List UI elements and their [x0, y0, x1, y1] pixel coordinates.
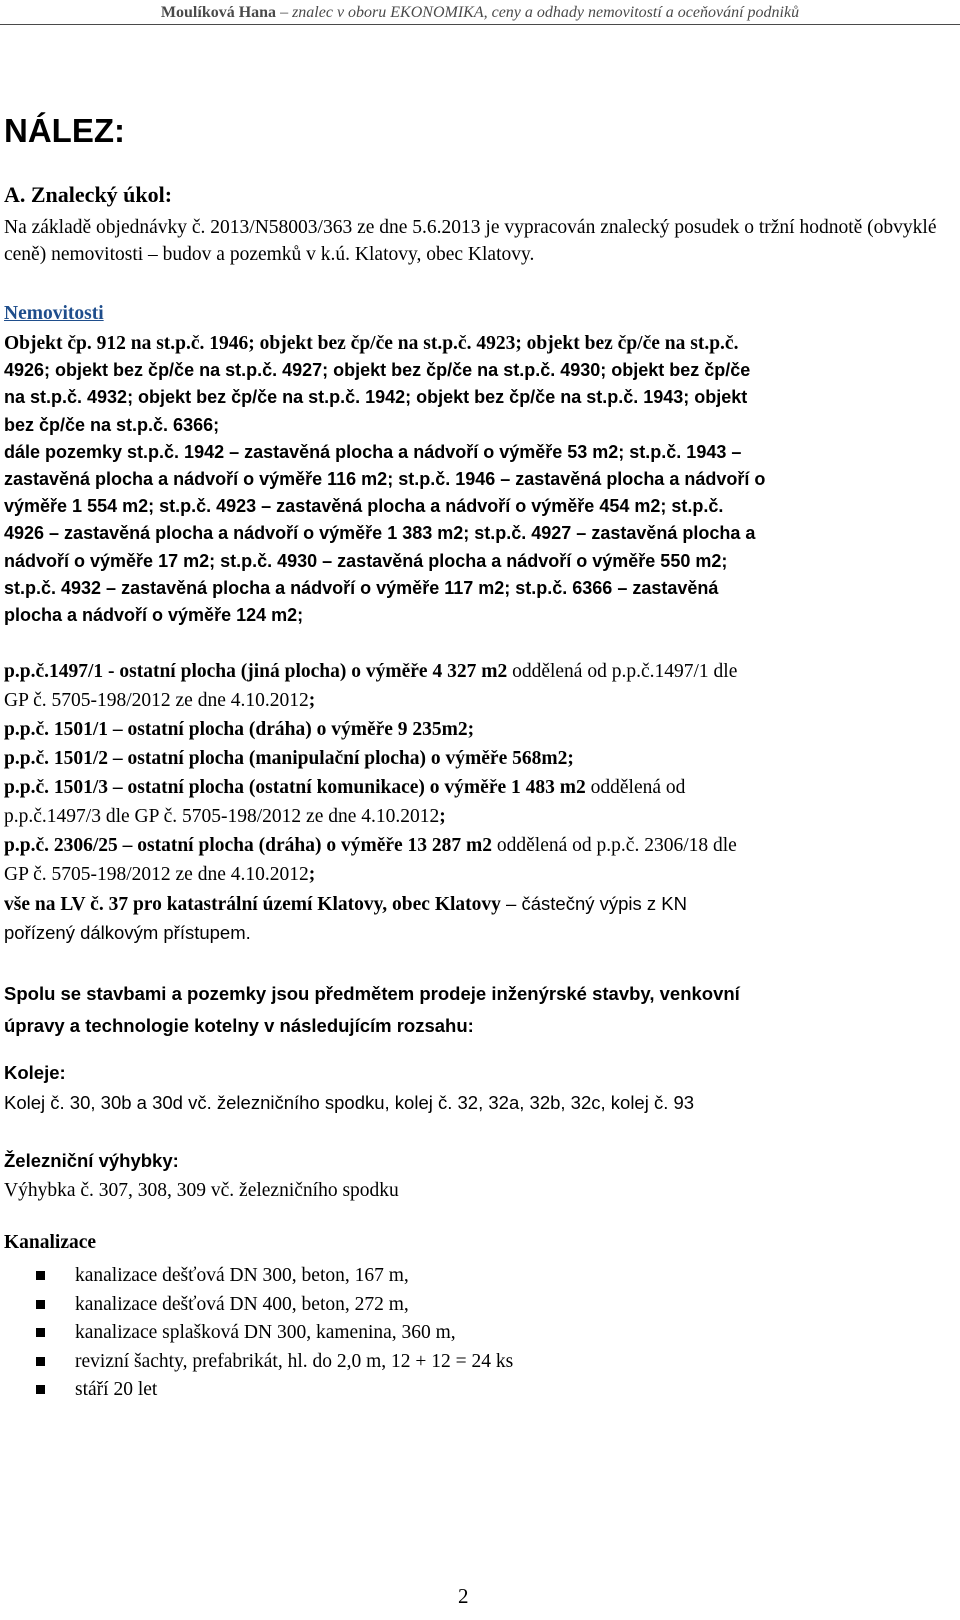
list-item [0, 1262, 513, 1291]
page-header [0, 4, 960, 25]
parcel-text: oddělená od p.p.č.1497/1 dle [507, 661, 738, 682]
kanalizace-list [0, 1262, 513, 1405]
parcel-text: GP č. 5705-198/2012 ze dne 4.10.2012 [4, 690, 309, 711]
parcel-line [4, 831, 956, 860]
parcel-text: GP č. 5705-198/2012 ze dne 4.10.2012 [4, 864, 309, 885]
vyhybky-section [4, 1146, 399, 1206]
parcel-text-bold: ; [439, 806, 446, 827]
spolu-line: úpravy a technologie kotelny v následujícím rozsahu: [4, 1015, 474, 1036]
parcel-line [4, 802, 956, 831]
list-item [0, 1376, 513, 1405]
property-line: bez čp/če na st.p.č. 6366; [4, 414, 220, 435]
parcel-text-bold: p.p.č. 1501/3 – ostatní plocha (ostatní komunikace) o výměře 1 483 m2 [4, 777, 586, 798]
list-item [0, 1291, 513, 1320]
bullet-icon [36, 1328, 45, 1337]
page-title: NÁLEZ: [4, 112, 125, 149]
parcel-text: oddělená od p.p.č. 2306/18 dle [492, 835, 737, 856]
kanalizace-heading: Kanalizace [4, 1232, 97, 1253]
vyhybky-text: Výhybka č. 307, 308, 309 vč. železničního spodku [4, 1180, 399, 1201]
list-item-text: revizní šachty, prefabrikát, hl. do 2,0 m, 12 + 12 = 24 ks [75, 1350, 514, 1372]
property-line: Objekt čp. 912 na st.p.č. 1946; objekt bez čp/če na st.p.č. 4923; objekt bez čp/če na st.p.č. [4, 333, 739, 354]
parcel-line [4, 744, 956, 773]
parcel-text-bold: p.p.č. 2306/25 – ostatní plocha (dráha) o výměře 13 287 m2 [4, 835, 493, 856]
parcel-text-bold: p.p.č. 1501/1 – ostatní plocha (dráha) o výměře 9 235m2; [4, 719, 475, 740]
spolu-line: Spolu se stavbami a pozemky jsou předmětem prodeje inženýrské stavby, venkovní [4, 983, 740, 1004]
list-item [0, 1319, 513, 1348]
section-a-text: Na základě objednávky č. 2013/N58003/363 ze dne 5.6.2013 je vypracován znalecký posudek o tržní hodnotě (obvyklé ceně) nemovitosti – budov a pozemků v k.ú. Klatovy, obec Klatovy. [4, 217, 937, 265]
bullet-icon [36, 1300, 45, 1309]
property-line: zastavěná plocha a nádvoří o výměře 116 m2; st.p.č. 1946 – zastavěná plocha a nádvoří o [4, 468, 766, 489]
parcel-line [4, 918, 956, 947]
parcel-line [4, 889, 956, 918]
bullet-icon [36, 1357, 45, 1366]
page-number: 2 [458, 1584, 469, 1608]
parcel-line [4, 686, 956, 715]
parcel-line [4, 773, 956, 802]
list-item-text: kanalizace dešťová DN 300, beton, 167 m, [75, 1265, 409, 1286]
parcel-line [4, 860, 956, 889]
property-line: na st.p.č. 4932; objekt bez čp/če na st.p.č. 1942; objekt bez čp/če na st.p.č. 1943; objekt [4, 387, 748, 408]
koleje-heading: Koleje: [4, 1062, 66, 1083]
vyhybky-heading: Železniční výhybky: [4, 1150, 179, 1171]
spolu-paragraph [4, 978, 740, 1042]
list-item-text: kanalizace splašková DN 300, kamenina, 360 m, [75, 1322, 456, 1343]
header-description: – znalec v oboru EKONOMIKA, ceny a odhady nemovitostí a oceňování podniků [280, 4, 800, 21]
parcel-text: oddělená od [585, 777, 686, 798]
koleje-text: Kolej č. 30, 30b a 30d vč. železničního spodku, kolej č. 32, 32a, 32b, 32c, kolej č. 93 [4, 1092, 695, 1113]
parcel-text-bold: p.p.č. 1501/2 – ostatní plocha (manipulační plocha) o výměře 568m2; [4, 748, 574, 769]
section-a-heading: A. Znalecký úkol: [4, 182, 173, 207]
bullet-icon [36, 1271, 45, 1280]
property-line: plocha a nádvoří o výměře 124 m2; [4, 604, 304, 625]
parcel-text-bold: ; [308, 864, 316, 885]
list-item [0, 1348, 513, 1377]
property-line: výměře 1 554 m2; st.p.č. 4923 – zastavěná plocha a nádvoří o výměře 454 m2; st.p.č. [4, 496, 724, 517]
bullet-icon [36, 1385, 45, 1394]
parcel-text: pořízený dálkovým přístupem. [4, 922, 251, 943]
parcel-text-bold: vše na LV č. 37 pro katastrální území Klatovy, obec Klatovy [4, 894, 501, 915]
property-line: dále pozemky st.p.č. 1942 – zastavěná plocha a nádvoří o výměře 53 m2; st.p.č. 1943 – [4, 441, 742, 462]
parcel-text-bold: ; [308, 690, 316, 711]
parcel-text-bold: p.p.č.1497/1 - ostatní plocha (jiná plocha) o výměře 4 327 m2 [4, 661, 508, 682]
parcel-list [4, 657, 956, 947]
list-item-text: stáří 20 let [75, 1379, 158, 1400]
header-author: Moulíková Hana [160, 4, 277, 21]
property-line: nádvoří o výměře 17 m2; st.p.č. 4930 – zastavěná plocha a nádvoří o výměře 550 m2; [4, 550, 728, 571]
property-line: st.p.č. 4932 – zastavěná plocha a nádvoří o výměře 117 m2; st.p.č. 6366 – zastavěná [4, 577, 719, 598]
nemovitosti-label: Nemovitosti [4, 303, 104, 324]
property-description [4, 330, 956, 629]
parcel-line [4, 657, 956, 686]
parcel-text: p.p.č.1497/3 dle GP č. 5705-198/2012 ze dne 4.10.2012 [4, 806, 440, 827]
koleje-section [4, 1058, 694, 1118]
parcel-text: – částečný výpis z KN [500, 893, 687, 914]
property-line: 4926; objekt bez čp/če na st.p.č. 4927; objekt bez čp/če na st.p.č. 4930; objekt bez čp/če [4, 360, 751, 381]
property-line: 4926 – zastavěná plocha a nádvoří o výměře 1 383 m2; st.p.č. 4927 – zastavěná plocha a [4, 523, 756, 544]
list-item-text: kanalizace dešťová DN 400, beton, 272 m, [75, 1293, 409, 1315]
parcel-line [4, 715, 956, 744]
